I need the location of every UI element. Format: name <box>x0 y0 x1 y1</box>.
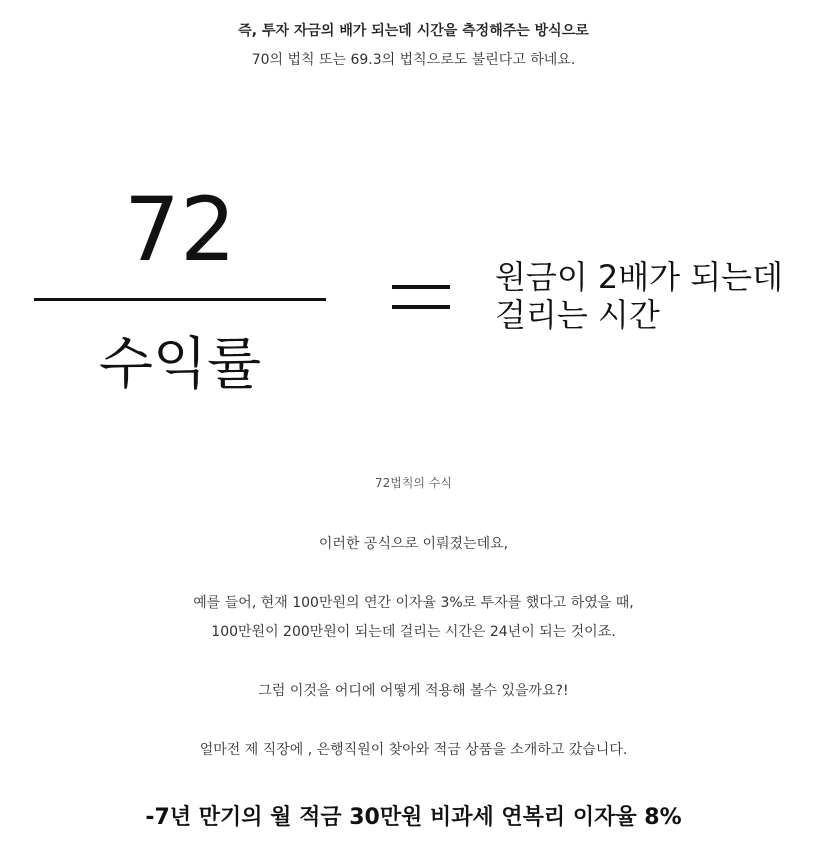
formula-result-line-2: 걸리는 시간 <box>495 296 660 334</box>
equals-sign-top-bar <box>392 285 450 289</box>
paragraph-5: 얼마전 제 직장에 , 은행직원이 찾아와 적금 상품을 소개하고 갔습니다. <box>199 742 628 758</box>
rule-of-72-formula-figure <box>0 170 827 420</box>
figure-caption: 72법칙의 수식 <box>374 476 453 490</box>
section-heading: -7년 만기의 월 적금 30만원 비과세 연복리 이자율 8% <box>145 805 682 830</box>
intro-line-2: 70의 법칙 또는 69.3의 법칙으로도 불린다고 하네요. <box>251 52 576 68</box>
formula-numerator: 72 <box>124 178 236 281</box>
formula-denominator: 수익률 <box>98 332 262 397</box>
paragraph-1: 이러한 공식으로 이뤄졌는데요, <box>318 536 509 552</box>
intro-line-1: 즉, 투자 자금의 배가 되는데 시간을 측정해주는 방식으로 <box>238 23 589 39</box>
fraction-bar <box>34 298 326 301</box>
formula-result-line-1: 원금이 2배가 되는데 <box>495 258 783 296</box>
paragraph-4: 그럼 이것을 어디에 어떻게 적용해 볼수 있을까요?! <box>258 683 569 699</box>
paragraph-3: 100만원이 200만원이 되는데 걸리는 시간은 24년이 되는 것이죠. <box>211 624 616 640</box>
paragraph-2: 예를 들어, 현재 100만원의 연간 이자율 3%로 투자를 했다고 하였을 때, <box>193 595 634 611</box>
formula-result <box>495 258 783 334</box>
equals-sign-bottom-bar <box>392 305 450 309</box>
